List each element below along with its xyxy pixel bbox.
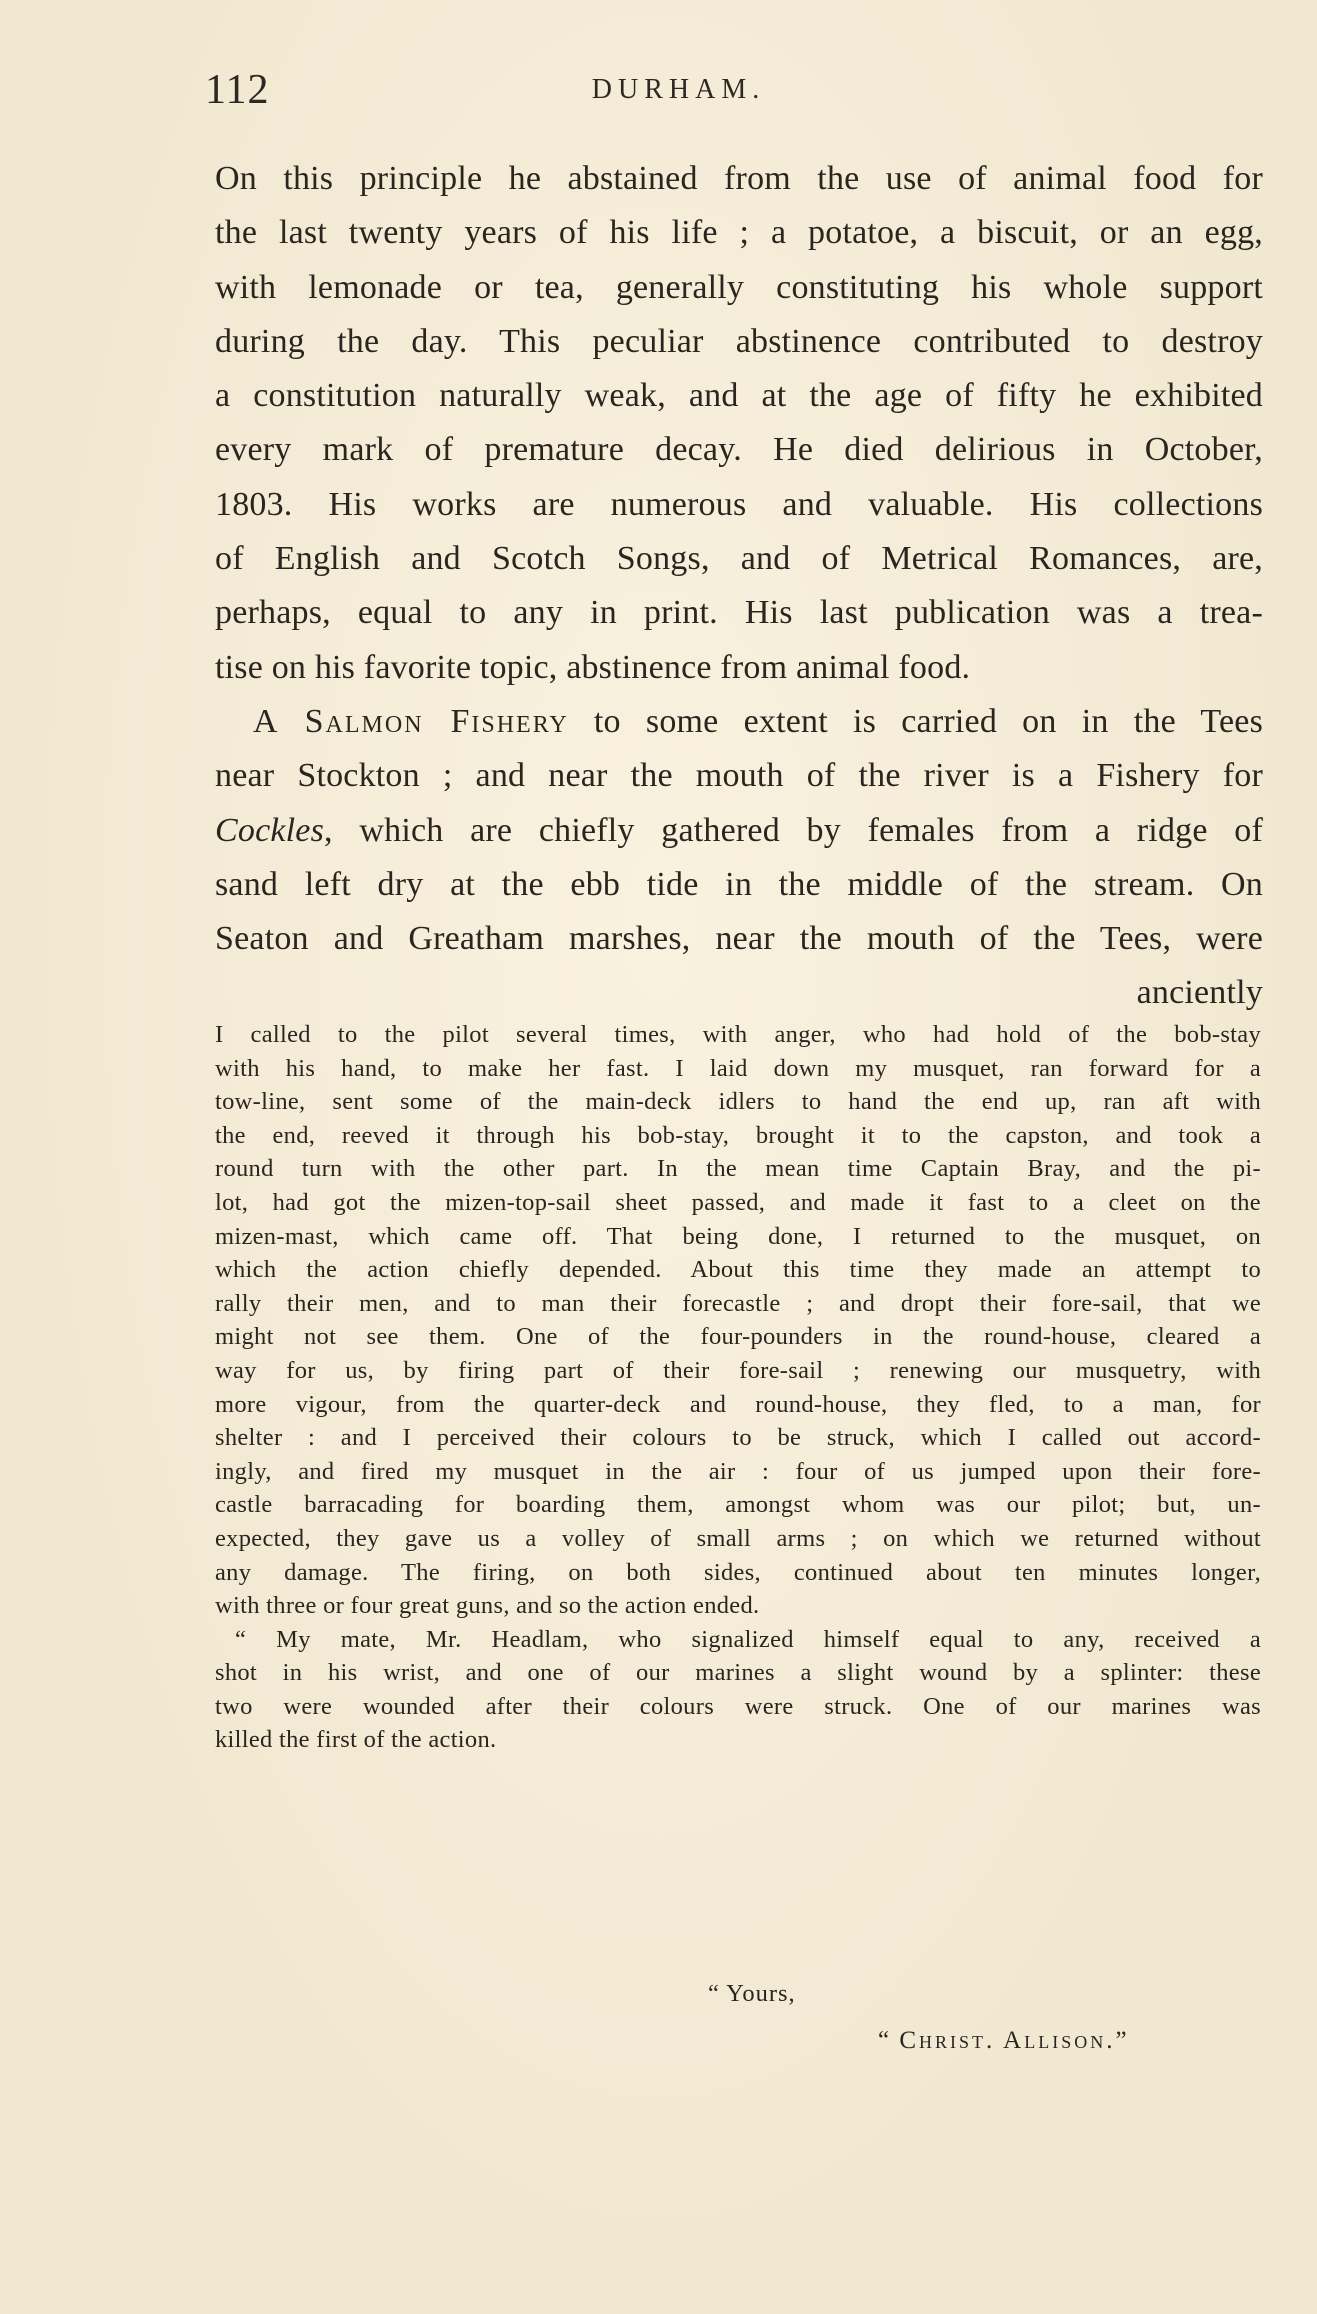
footnote-block <box>215 1018 1261 1757</box>
note-line: shot in his wrist, and one of our marines a slight wound by a splinter: these <box>215 1659 1261 1687</box>
main-line: On this principle he abstained from the use of animal food for <box>215 160 1263 197</box>
main-line-rest: , which are chiefly gathered by females from a ridge of <box>324 811 1263 849</box>
main-line: sand left dry at the ebb tide in the middle of the stream. On <box>215 865 1263 903</box>
note-line: with three or four great guns, and so the action ended. <box>215 1592 760 1620</box>
main-line: of English and Scotch Songs, and of Metrical Romances, are, <box>215 540 1263 578</box>
note-line: rally their men, and to man their forecastle ; and dropt their fore-sail, that we <box>215 1289 1261 1317</box>
note-line: any damage. The firing, on both sides, continued about ten minutes longer, <box>215 1558 1261 1586</box>
note-line: I called to the pilot several times, with anger, who had hold of the bob-stay <box>215 1021 1261 1048</box>
note-line: tow-line, sent some of the main-deck idlers to hand the end up, ran aft with <box>215 1088 1261 1116</box>
main-line: Seaton and Greatham marshes, near the mouth of the Tees, were <box>215 920 1263 958</box>
main-text-block <box>215 152 1263 1021</box>
main-line: tise on his favorite topic, abstinence from animal food. <box>215 648 971 686</box>
main-line: every mark of premature decay. He died delirious in October, <box>215 431 1263 469</box>
running-head: DURHAM. <box>591 74 766 105</box>
note-line: the end, reeved it through his bob-stay, brought it to the capston, and took a <box>215 1121 1261 1149</box>
main-line: a constitution naturally weak, and at the age of fifty he exhibited <box>215 377 1263 415</box>
signature-name: Christ. Allison. <box>899 2027 1116 2054</box>
signature-open-quote: “ <box>878 2027 900 2054</box>
salmon-fishery-heading: A Salmon Fishery <box>253 702 569 740</box>
note-line: mizen-mast, which came off. That being done, I returned to the musquet, on <box>215 1222 1261 1250</box>
note-line: lot, had got the mizen-top-sail sheet passed, and made it fast to a cleet on the <box>215 1188 1261 1216</box>
page-header <box>0 66 1317 126</box>
note-line: way for us, by firing part of their fore-sail ; renewing our musquetry, with <box>215 1356 1261 1384</box>
salmon-fishery-line <box>215 695 1263 749</box>
note-line: which the action chiefly depended. About this time they made an attempt to <box>215 1256 1261 1284</box>
note-line: shelter : and I perceived their colours to be struck, which I called out accord- <box>215 1424 1261 1452</box>
main-line: 1803. His works are numerous and valuable. His collections <box>215 485 1263 523</box>
note-line: “ My mate, Mr. Headlam, who signalized himself equal to any, received a <box>235 1625 1261 1653</box>
letter-closing: “ Yours, <box>708 1980 796 2007</box>
main-line: during the day. This peculiar abstinence contributed to destroy <box>215 322 1263 360</box>
note-line: two were wounded after their colours were struck. One of our marines was <box>215 1692 1261 1720</box>
note-line: round turn with the other part. In the mean time Captain Bray, and the pi- <box>215 1155 1261 1183</box>
main-line-rest: to some extent is carried on in the Tees <box>568 702 1263 740</box>
note-line: ingly, and fired my musquet in the air : four of us jumped upon their fore- <box>215 1457 1261 1485</box>
note-line: with his hand, to make her fast. I laid down my musquet, ran forward for a <box>215 1054 1261 1082</box>
cockles-italic: Cockles <box>215 811 325 849</box>
signature-close-quote: ” <box>1115 2027 1129 2054</box>
note-line: more vigour, from the quarter-deck and round-house, they fled, to a man, for <box>215 1390 1261 1418</box>
main-line: near Stockton ; and near the mouth of the river is a Fishery for <box>215 757 1263 795</box>
note-line: killed the first of the action. <box>215 1726 497 1754</box>
letter-signature <box>878 2027 1129 2055</box>
cockles-line <box>215 804 1263 858</box>
main-line: with lemonade or tea, generally constituting his whole support <box>215 268 1263 306</box>
note-line: might not see them. One of the four-pounders in the round-house, cleared a <box>215 1323 1261 1351</box>
catchword: anciently <box>1136 974 1263 1012</box>
note-line: expected, they gave us a volley of small arms ; on which we returned without <box>215 1524 1261 1552</box>
main-line: perhaps, equal to any in print. His last publication was a trea- <box>215 594 1263 632</box>
note-line: castle barracading for boarding them, amongst whom was our pilot; but, un- <box>215 1491 1261 1519</box>
main-line: the last twenty years of his life ; a potatoe, a biscuit, or an egg, <box>215 214 1263 252</box>
page-number: 112 <box>205 67 270 113</box>
